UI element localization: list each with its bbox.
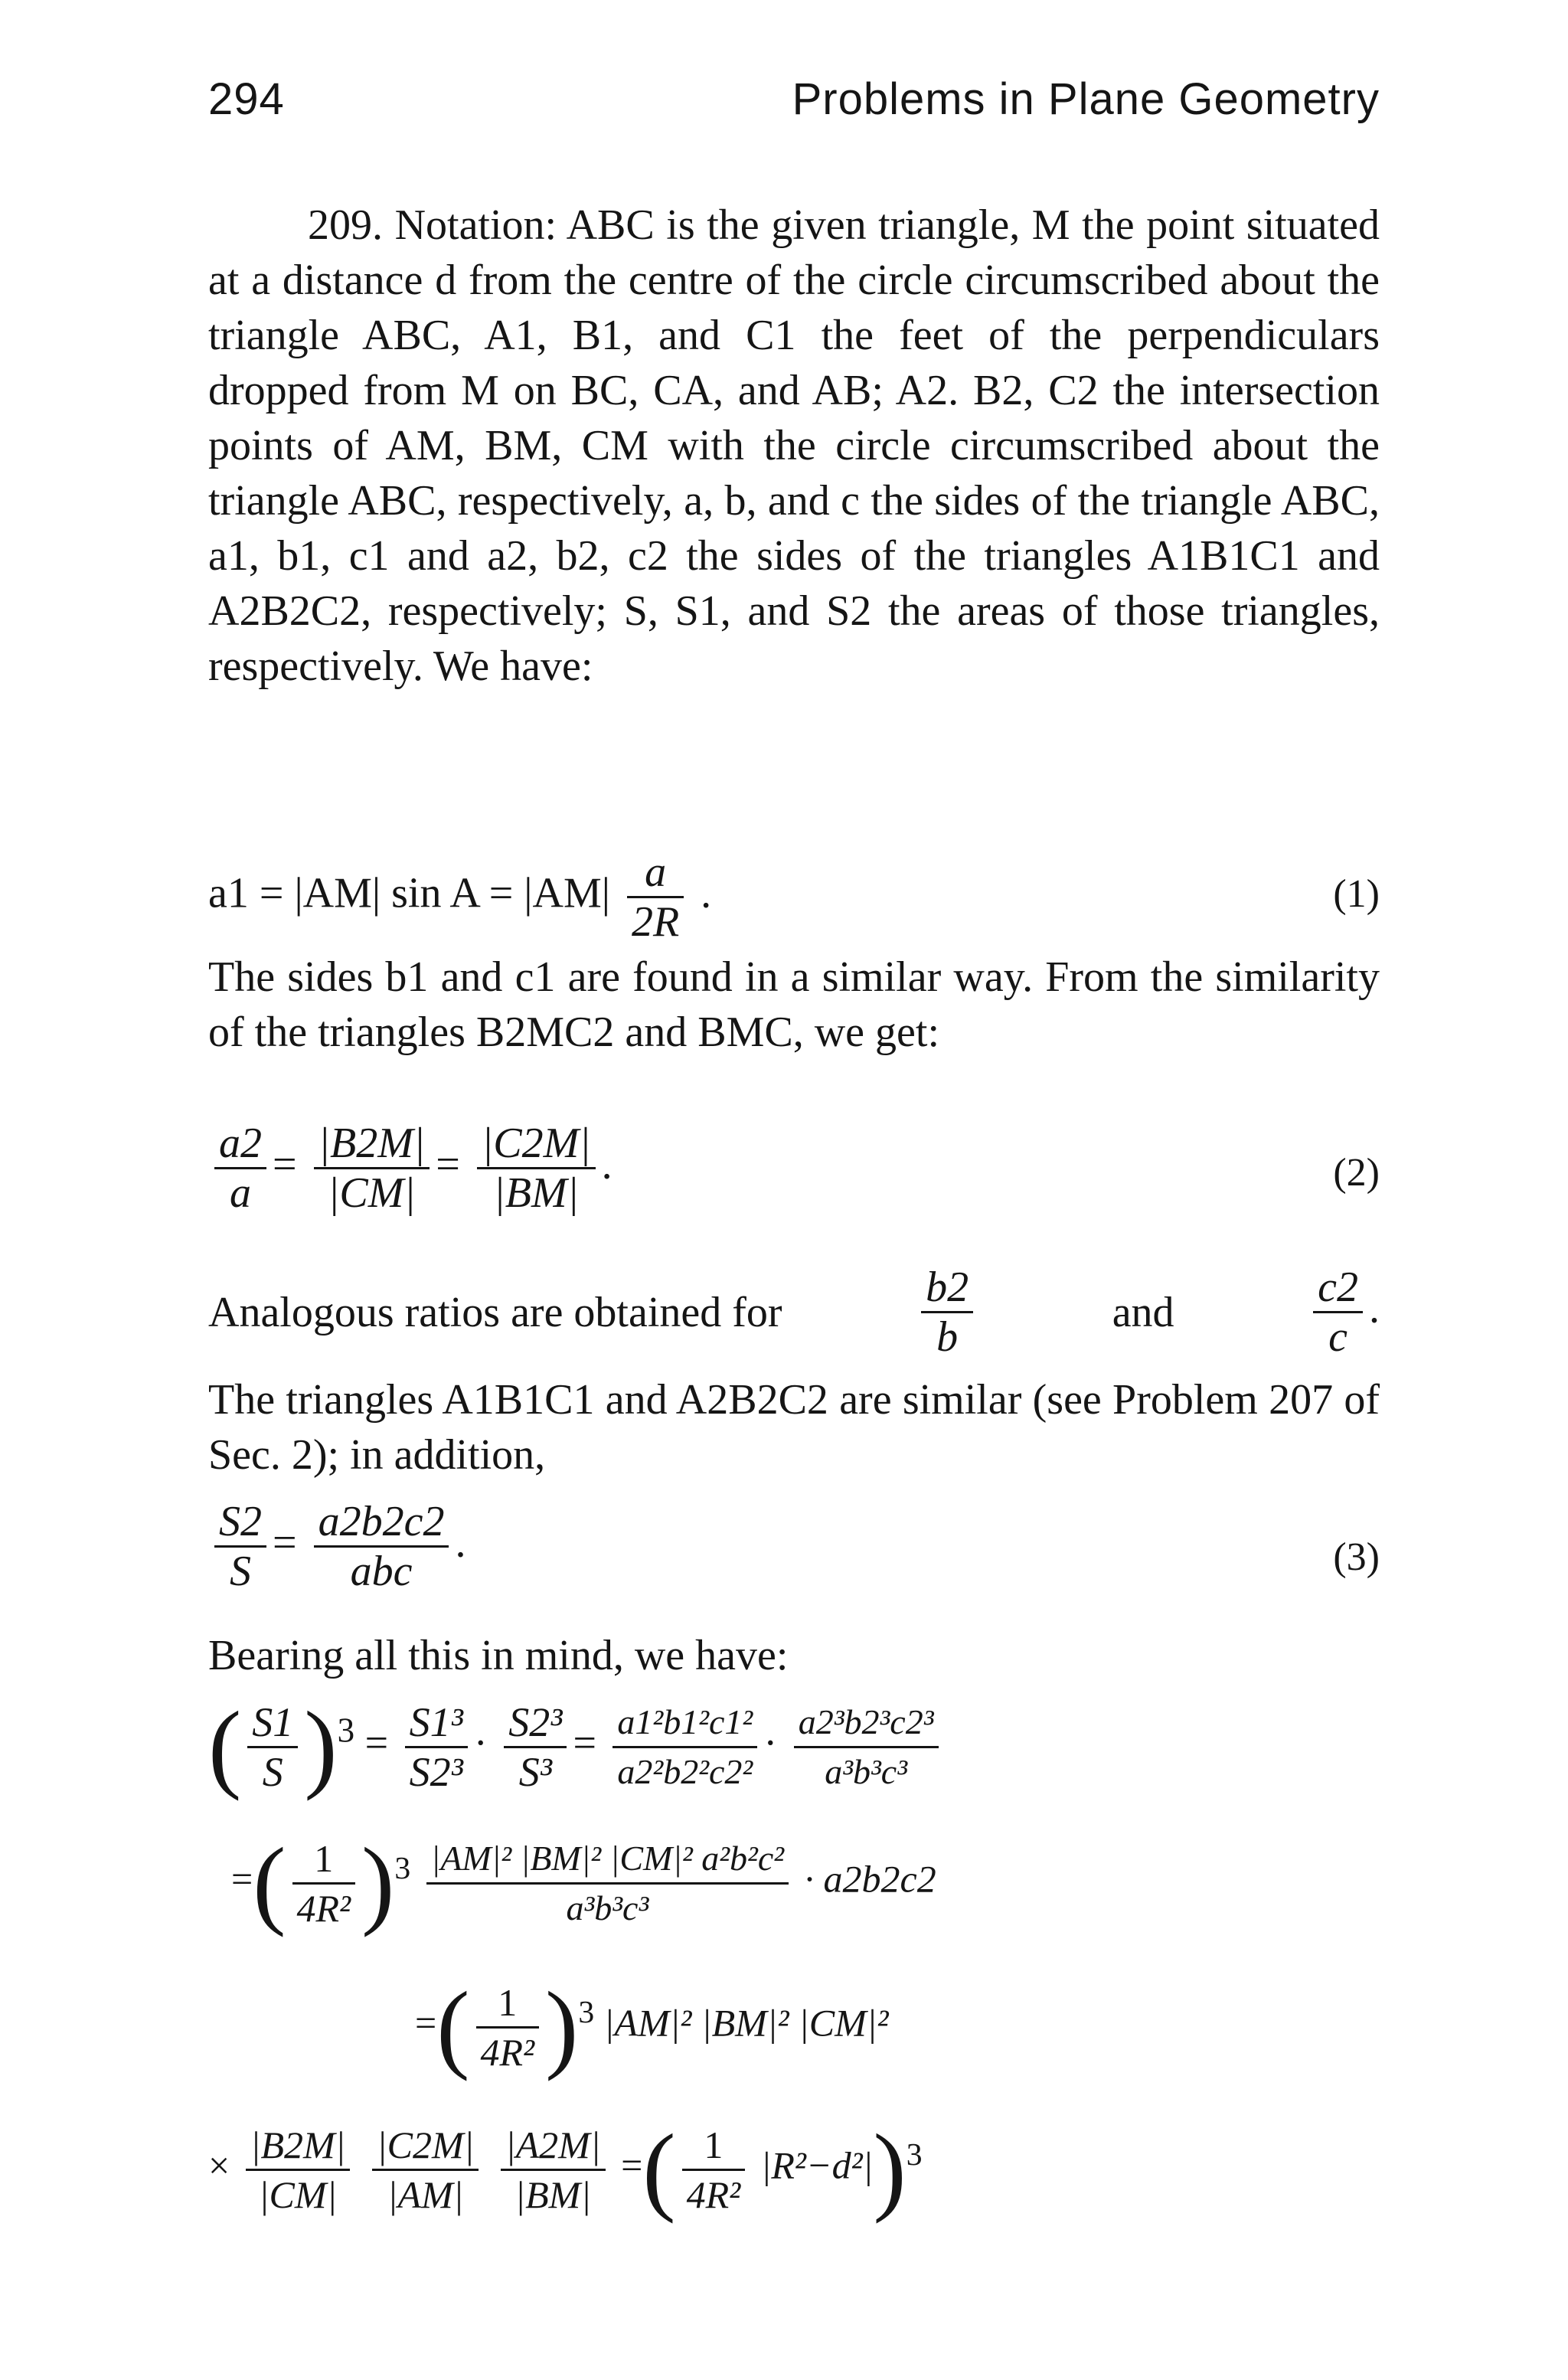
ratio-b2: b2 bbox=[921, 1264, 973, 1313]
l2-power: 3 bbox=[394, 1850, 411, 1886]
equation-number-3: (3) bbox=[1333, 1535, 1380, 1579]
derivation-line-1: ( $\frac{S1}{S}$ )$^3$ = $\frac{\text{S1³}}{\text{S2³}}$ · $\frac{\text{S2³}}{\text{S³}}$ = $\frac{\text{a1²b1²c1²}}{\text{a2²b2²c2²}}$ · $\frac{\text{a2³b2³c2³}}{\text{a³b³c³}}$ bbox=[208, 1697, 1380, 1819]
analogous-ratios-line: Analogous ratios are obtained for $\frac{b2}{b}$ and $\frac{c2}{c}$ . bbox=[208, 1264, 1380, 1361]
l2-tail: · a2b2c2 bbox=[804, 1857, 936, 1901]
eq2-frac1-den: a bbox=[230, 1169, 251, 1217]
l4-power: 3 bbox=[906, 2136, 923, 2172]
l1-lhs-den: S bbox=[262, 1748, 283, 1795]
bearing-paragraph bbox=[208, 1628, 1380, 1683]
equation-3: $\frac{S2}{S}$ = $\frac{a2b2c2}{\text{abc}}$ . (3) bbox=[208, 1498, 1380, 1605]
equation-number-1: (1) bbox=[1333, 872, 1380, 916]
eq3-num2: a2b2c2 bbox=[314, 1498, 449, 1548]
eq1-denominator: 2R bbox=[631, 898, 680, 946]
eq2-frac3-den: |BM| bbox=[493, 1169, 580, 1217]
notation-text: Notation: ABC is the given triangle, M the point situated at a distance d from the centre of the circle circumscribed about the triangle ABC, A1, B1, and C1 the feet of the perpendiculars dropped from M on BC, CA, and AB; A2. B2, C2 the intersection points of AM, BM, CM with the circle circumscribed about the triangle ABC, respectively, a, b, and c the sides of the triangle ABC, a1, b1, c1 and a2, b2, c2 the sides of the triangles A1B1C1 and A2B2C2, respectively; S, S1, and S2 the areas of those triangles, respectively. We have: bbox=[208, 201, 1380, 690]
equation-number-2: (2) bbox=[1333, 1151, 1380, 1195]
eq3-den1: S bbox=[230, 1548, 251, 1595]
l1-lhs-num: S1 bbox=[247, 1698, 298, 1748]
l2-f2-den: a³b³c³ bbox=[566, 1888, 649, 1927]
l1-f5-den: a³b³c³ bbox=[825, 1751, 907, 1791]
l1-power: 3 bbox=[337, 1711, 355, 1750]
page-header bbox=[208, 74, 1380, 135]
equation-1 bbox=[208, 833, 1380, 946]
ratio-c: c bbox=[1328, 1313, 1348, 1361]
sides-paragraph bbox=[208, 950, 1380, 1060]
eq2-frac1-num: a2 bbox=[214, 1120, 266, 1169]
l4-f1-den: |CM| bbox=[258, 2172, 338, 2216]
l2-f1-den: 4R² bbox=[296, 1886, 351, 1930]
bearing-text: Bearing all this in mind, we have: bbox=[208, 1632, 789, 1679]
eq1-numerator: a bbox=[627, 848, 684, 898]
l3-tail: |AM|² |BM|² |CM|² bbox=[603, 2001, 889, 2045]
l4-rhs-den: 4R² bbox=[686, 2172, 741, 2216]
l1-f3-den: S³ bbox=[518, 1748, 552, 1795]
eq1-fraction bbox=[627, 848, 684, 946]
l1-f2-num: S1³ bbox=[405, 1698, 468, 1748]
sides-text: The sides b1 and c1 are found in a similar way. From the similarity of the triangles B2MC2 and BMC, we get: bbox=[208, 953, 1380, 1056]
eq1-period: . bbox=[701, 869, 712, 917]
eq2-frac3-num: |C2M| bbox=[477, 1120, 596, 1169]
eq2-frac2-den: |CM| bbox=[328, 1169, 416, 1217]
derivation-line-4: × $\frac{|B2M|}{|CM|}$ $\frac{|C2M|}{|AM|}$ $\frac{|A2M|}{|BM|}$ =( $\frac{1}{\text{4R²}}$ |R²−d²|)$^3$ bbox=[208, 2114, 923, 2225]
l4-rhs-tail: |R²−d²| bbox=[760, 2143, 874, 2187]
l3-f1-num: 1 bbox=[476, 1979, 540, 2029]
eq3-den2: abc bbox=[350, 1548, 413, 1595]
derivation-line-3: =( $\frac{1}{\text{4R²}}$ )$^3$ |AM|² |BM|² |CM|² bbox=[415, 1972, 889, 2082]
problem-number: 209. bbox=[308, 201, 383, 249]
l1-f3-num: S2³ bbox=[504, 1698, 567, 1748]
l4-f2-num: |C2M| bbox=[372, 2121, 479, 2171]
l4-f1-num: |B2M| bbox=[246, 2121, 351, 2171]
eq1-lhs: a1 = |AM| sin A = |AM| bbox=[208, 869, 610, 917]
similar-text: The triangles A1B1C1 and A2B2C2 are similar (see Problem 207 of Sec. 2); in addition, bbox=[208, 1376, 1380, 1479]
l4-f3-num: |A2M| bbox=[501, 2121, 606, 2171]
l3-f1-den: 4R² bbox=[480, 2030, 535, 2074]
running-title: Problems in Plane Geometry bbox=[792, 74, 1380, 124]
page-number: 294 bbox=[208, 74, 285, 124]
l2-f1-num: 1 bbox=[292, 1835, 356, 1885]
derivation-line-2: =( $\frac{1}{\text{4R²}}$ )$^3$ $\frac{\text{|AM|² |BM|² |CM|² a²b²c²}}{\text{a³b³c³}}$ · a2b2c2 bbox=[231, 1828, 936, 1938]
and-word: and bbox=[1112, 1288, 1174, 1336]
l4-f2-den: |AM| bbox=[387, 2172, 464, 2216]
eq2-frac2-num: |B2M| bbox=[314, 1120, 430, 1169]
l1-f5-num: a2³b2³c2³ bbox=[794, 1698, 939, 1748]
analogous-text: Analogous ratios are obtained for bbox=[208, 1288, 782, 1336]
l4-rhs-num: 1 bbox=[682, 2121, 746, 2171]
notation-paragraph bbox=[208, 198, 1380, 694]
l1-f4-den: a2²b2²c2² bbox=[617, 1751, 753, 1791]
equation-2: $\frac{a2}{a}$ = $\frac{|B2M|}{|CM|}$ = $\frac{|C2M|}{|BM|}$ . (2) bbox=[208, 1120, 1380, 1227]
l2-f2-num: |AM|² |BM|² |CM|² a²b²c² bbox=[426, 1835, 789, 1885]
l4-f3-den: |BM| bbox=[514, 2172, 592, 2216]
ratio-c2: c2 bbox=[1313, 1264, 1363, 1313]
eq3-num1: S2 bbox=[214, 1498, 266, 1548]
l1-f4-num: a1²b1²c1² bbox=[612, 1698, 757, 1748]
l3-power: 3 bbox=[578, 1994, 595, 2030]
similar-paragraph bbox=[208, 1372, 1380, 1483]
times-sign: × bbox=[208, 2143, 230, 2187]
ratio-b: b bbox=[936, 1313, 959, 1361]
l1-f2-den: S2³ bbox=[409, 1748, 463, 1795]
